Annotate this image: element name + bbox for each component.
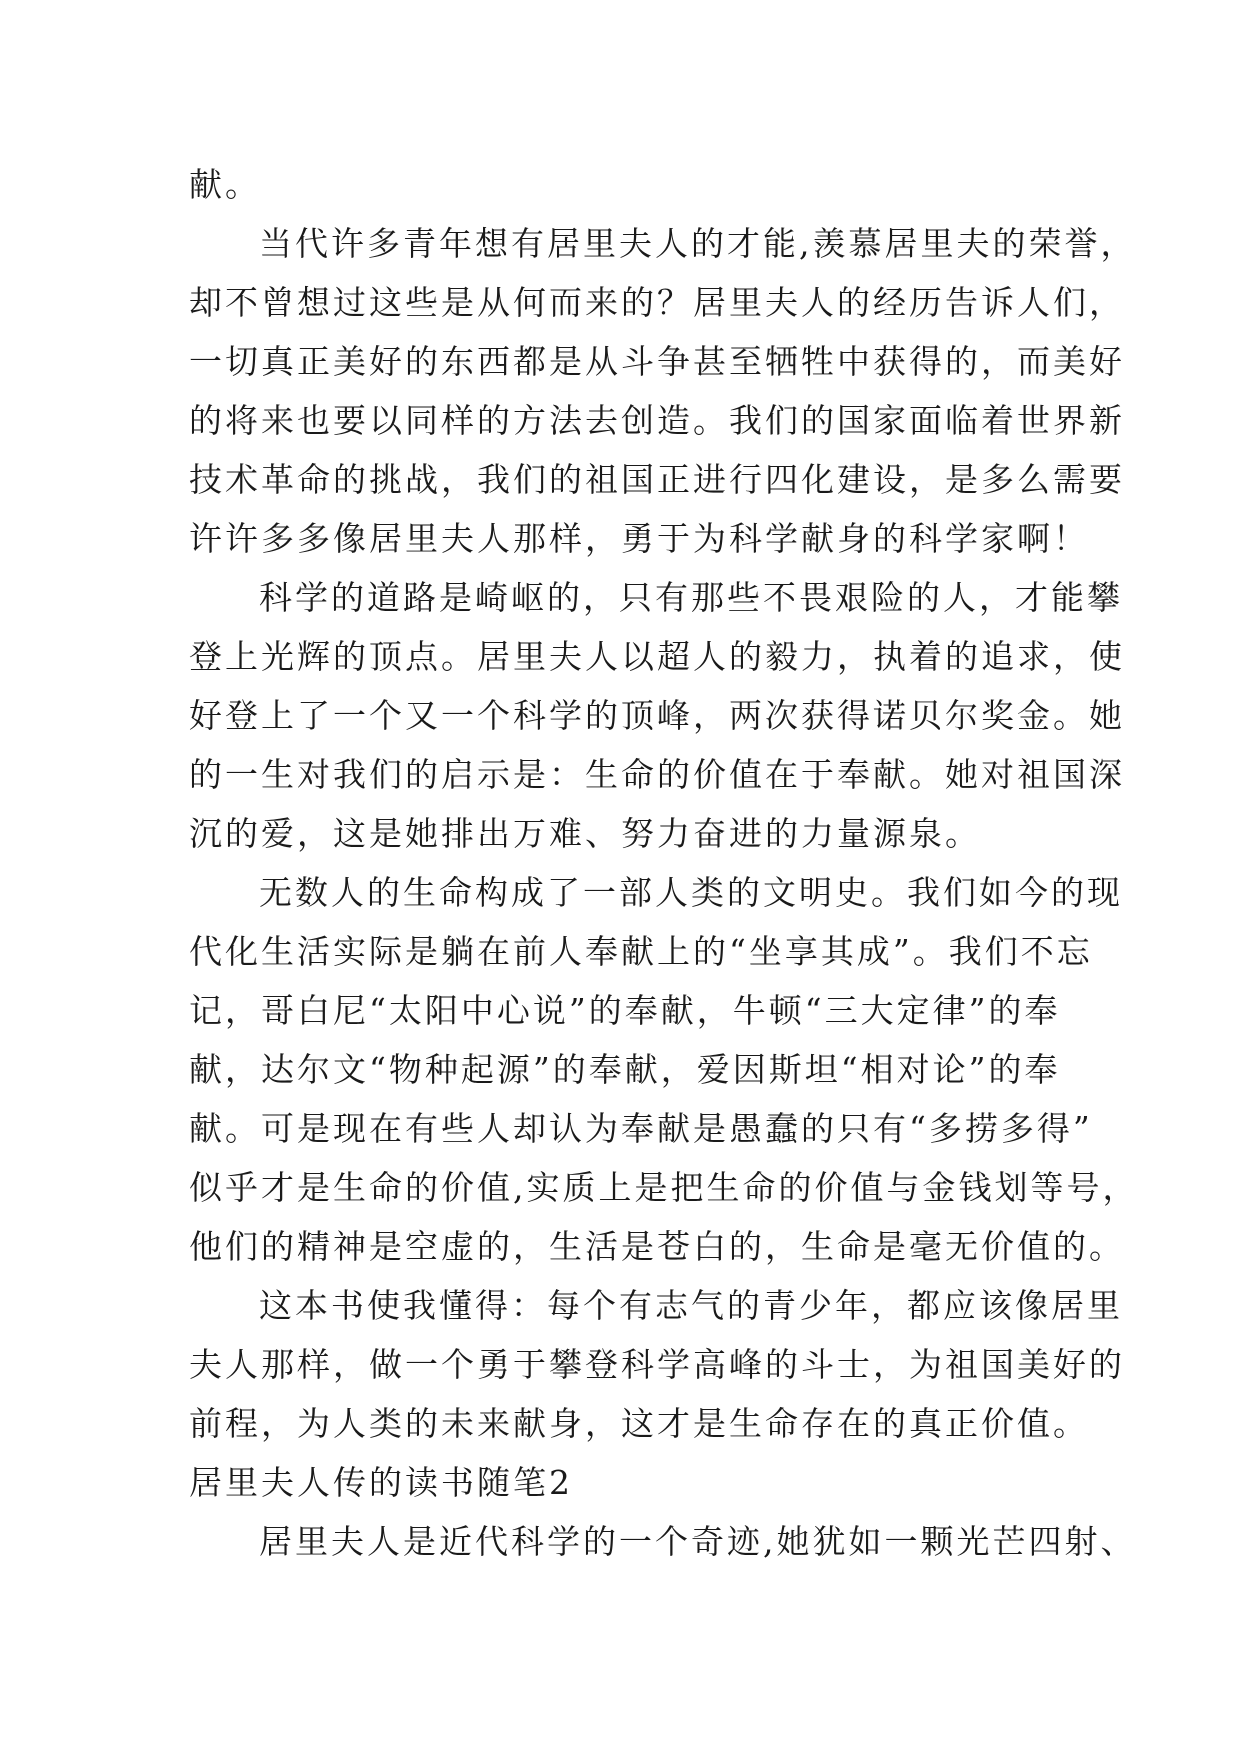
section-heading: 居里夫人传的读书随笔2 <box>189 1463 573 1502</box>
text-line: 他们的精神是空虚的，生活是苍白的，生命是毫无价值的。 <box>189 1227 1125 1266</box>
document-body <box>189 155 1139 1571</box>
paragraph-start-line: 这本书使我懂得：每个有志气的青少年，都应该像居里 <box>259 1286 1123 1325</box>
text-line: 一切真正美好的东西都是从斗争甚至牺牲中获得的，而美好 <box>189 342 1125 381</box>
paragraph-start-line: 科学的道路是崎岖的，只有那些不畏艰险的人，才能攀 <box>259 578 1123 617</box>
text-line: 献。可是现在有些人却认为奉献是愚蠢的只有“多捞多得” <box>189 1109 1093 1148</box>
text-line: 沉的爱，这是她排出万难、努力奋进的力量源泉。 <box>189 814 981 853</box>
paragraph-start-line: 当代许多青年想有居里夫人的才能,羡慕居里夫的荣誉， <box>259 224 1137 263</box>
text-line: 的一生对我们的启示是：生命的价值在于奉献。她对祖国深 <box>189 755 1125 794</box>
text-line: 记，哥白尼“太阳中心说”的奉献，牛顿“三大定律”的奉 <box>189 991 1061 1030</box>
paragraph-start-line: 无数人的生命构成了一部人类的文明史。我们如今的现 <box>259 873 1123 912</box>
text-line: 却不曾想过这些是从何而来的？居里夫人的经历告诉人们， <box>189 283 1125 322</box>
text-line: 好登上了一个又一个科学的顶峰，两次获得诺贝尔奖金。她 <box>189 696 1125 735</box>
text-line: 似乎才是生命的价值,实质上是把生命的价值与金钱划等号， <box>189 1168 1139 1207</box>
text-line: 献。 <box>189 165 261 204</box>
text-line: 前程，为人类的未来献身，这才是生命存在的真正价值。 <box>189 1404 1089 1443</box>
text-line: 夫人那样，做一个勇于攀登科学高峰的斗士，为祖国美好的 <box>189 1345 1125 1384</box>
text-line: 代化生活实际是躺在前人奉献上的“坐享其成”。我们不忘 <box>189 932 1093 971</box>
text-line: 献，达尔文“物种起源”的奉献，爱因斯坦“相对论”的奉 <box>189 1050 1061 1089</box>
paragraph-start-line: 居里夫人是近代科学的一个奇迹,她犹如一颗光芒四射、 <box>259 1522 1137 1561</box>
text-line: 许许多多像居里夫人那样，勇于为科学献身的科学家啊！ <box>189 519 1089 558</box>
text-line: 登上光辉的顶点。居里夫人以超人的毅力，执着的追求，使 <box>189 637 1125 676</box>
text-line: 的将来也要以同样的方法去创造。我们的国家面临着世界新 <box>189 401 1125 440</box>
text-line: 技术革命的挑战，我们的祖国正进行四化建设，是多么需要 <box>189 460 1125 499</box>
